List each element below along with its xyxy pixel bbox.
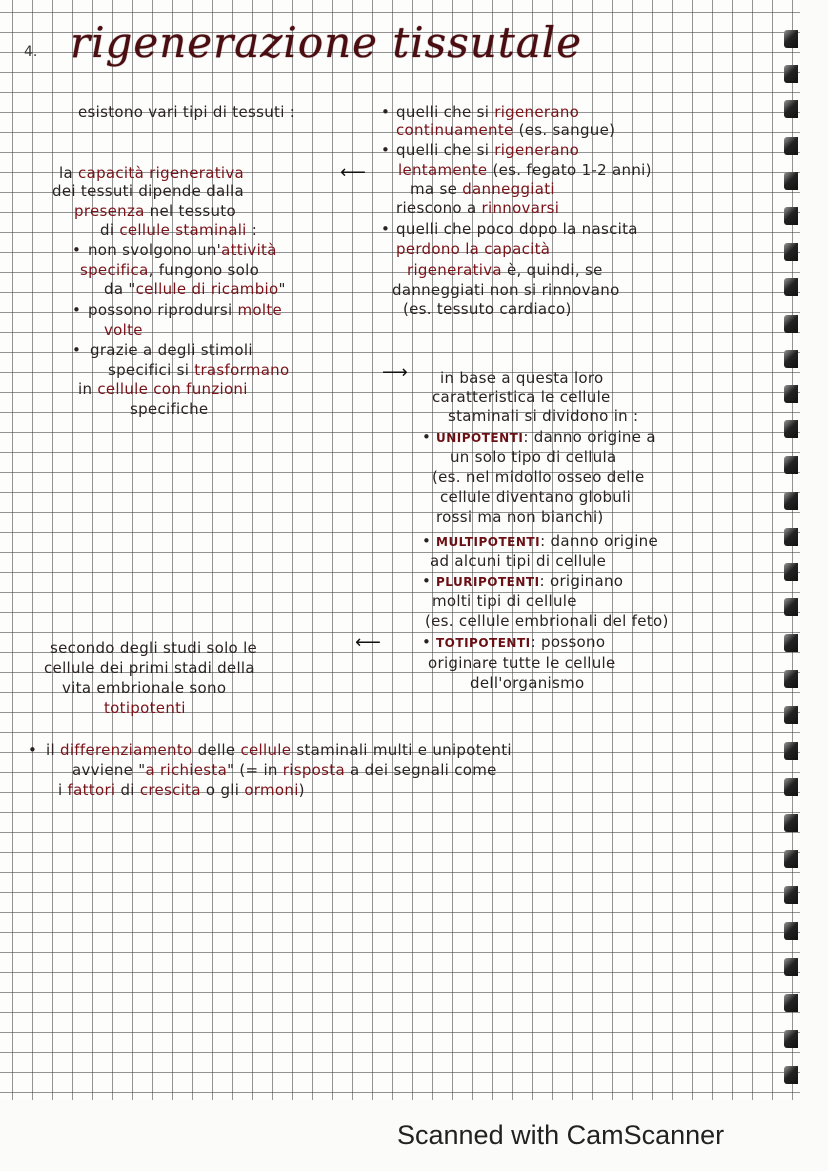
text-line: non svolgono un'attività [88,241,277,259]
arrow-right-icon: ⟶ [382,362,408,383]
binding-ring-icon [784,315,798,333]
binding-ring-icon [784,1066,798,1084]
binding-ring-icon [784,563,798,581]
text-line: grazie a degli stimoli [90,341,253,359]
binding-ring-icon [784,742,798,760]
list-item-line: (es. tessuto cardiaco) [403,300,572,318]
page-title: rigenerazione tissutale [70,18,583,67]
type-unipotenti: UNIPOTENTI: danno origine a [436,428,656,446]
scanner-watermark: Scanned with CamScanner [397,1120,725,1150]
bullet-icon: • [72,341,82,359]
text-line: dell'organismo [470,674,585,692]
type-totipotenti: TOTIPOTENTI: possono [436,633,606,651]
text-line: staminali si dividono in : [448,407,639,425]
text-line: la capacità rigenerativa [59,164,245,182]
binding-ring-icon [784,850,798,868]
spiral-binding [778,0,800,1100]
text-line: vita embrionale sono [62,679,227,697]
binding-ring-icon [784,278,798,296]
text-line: cellule diventano globuli [440,488,632,506]
list-item-line: quelli che si rigenerano [396,141,580,159]
text-line: in cellule con funzioni [78,380,248,398]
text-line: caratteristica le cellule [432,388,611,406]
binding-ring-icon [784,706,798,724]
binding-ring-icon [784,420,798,438]
binding-ring-icon [784,1030,798,1048]
binding-ring-icon [784,670,798,688]
text-line: un solo tipo di cellula [450,448,617,466]
binding-ring-icon [784,137,798,155]
binding-ring-icon [784,172,798,190]
binding-ring-icon [784,30,798,48]
text-line: in base a questa loro [440,369,604,387]
text-line: dei tessuti dipende dalla [52,182,244,200]
binding-ring-icon [784,994,798,1012]
type-pluripotenti: PLURIPOTENTI: originano [436,572,624,590]
arrow-left-icon: ⟵ [340,162,366,183]
binding-ring-icon [784,492,798,510]
list-item-line: quelli che si rigenerano [396,103,580,121]
bullet-icon: • [422,428,432,446]
bullet-icon: • [72,241,82,259]
text-line: i fattori di crescita o gli ormoni) [58,781,305,799]
text-line: cellule dei primi stadi della [44,659,255,677]
text-line: rossi ma non bianchi) [436,508,604,526]
text-line: il differenziamento delle cellule staminali multi e unipotenti [46,741,512,759]
text-line: specifici si trasformano [108,361,290,379]
binding-ring-icon [784,922,798,940]
text-line: volte [104,321,143,339]
list-item-line: perdono la capacità [396,240,551,258]
list-item-line: quelli che poco dopo la nascita [396,220,638,238]
list-item-line: continuamente (es. sangue) [396,121,616,139]
binding-ring-icon [784,814,798,832]
text-line: avviene "a richiesta" (= in risposta a dei segnali come [72,761,497,779]
binding-ring-icon [784,243,798,261]
bullet-icon: • [422,633,432,651]
text-line: presenza nel tessuto [74,202,236,220]
binding-ring-icon [784,886,798,904]
text-line: totipotenti [104,699,186,717]
binding-ring-icon [784,100,798,118]
list-item-line: riescono a rinnovarsi [396,199,560,217]
intro-text: esistono vari tipi di tessuti : [78,103,296,121]
bullet-icon: • [422,572,432,590]
text-line: (es. cellule embrionali del feto) [425,612,669,630]
section-number: 4. [24,44,38,60]
list-item-line: lentamente (es. fegato 1-2 anni) [398,161,652,179]
binding-ring-icon [784,778,798,796]
text-line: specifiche [130,400,209,418]
text-line: possono riprodursi molte [88,301,283,319]
text-line: specifica, fungono solo [80,261,260,279]
bullet-icon: • [381,103,391,121]
bullet-icon: • [422,532,432,550]
binding-ring-icon [784,456,798,474]
binding-ring-icon [784,958,798,976]
binding-ring-icon [784,207,798,225]
text-line: (es. nel midollo osseo delle [432,468,645,486]
text-line: secondo degli studi solo le [50,639,258,657]
binding-ring-icon [784,634,798,652]
text-line: da "cellule di ricambio" [104,280,286,298]
binding-ring-icon [784,385,798,403]
list-item-line: ma se danneggiati [410,180,555,198]
arrow-left-icon: ⟵ [355,632,381,653]
text-line: ad alcuni tipi di cellule [430,552,607,570]
list-item-line: rigenerativa è, quindi, se [407,261,603,279]
bullet-icon: • [381,141,391,159]
binding-ring-icon [784,598,798,616]
bullet-icon: • [28,741,38,759]
text-line: molti tipi di cellule [432,592,577,610]
text-line: di cellule staminali : [100,221,258,239]
binding-ring-icon [784,350,798,368]
binding-ring-icon [784,65,798,83]
text-line: originare tutte le cellule [428,654,616,672]
binding-ring-icon [784,528,798,546]
type-multipotenti: MULTIPOTENTI: danno origine [436,532,659,550]
bullet-icon: • [381,220,391,238]
list-item-line: danneggiati non si rinnovano [392,281,620,299]
bullet-icon: • [72,301,82,319]
